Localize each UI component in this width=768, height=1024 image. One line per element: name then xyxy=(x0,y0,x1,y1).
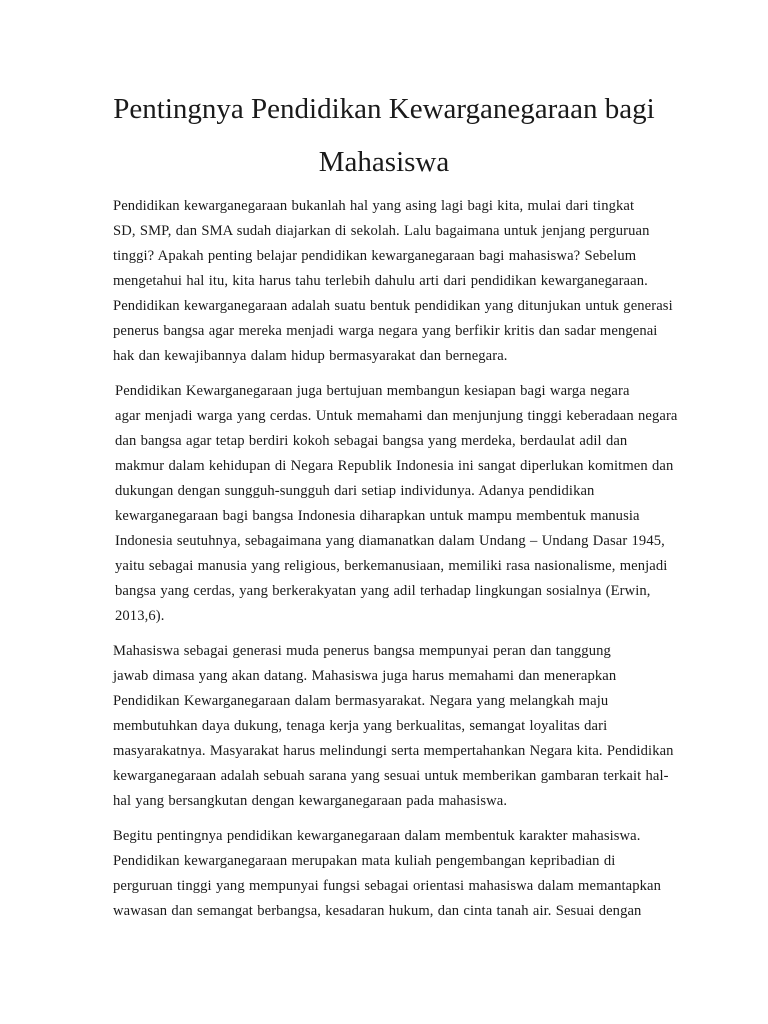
paragraph-line: jawab dimasa yang akan datang. Mahasiswa juga harus memahami dan menerapkan xyxy=(113,668,617,684)
paragraph-line: kewarganegaraan bagi bangsa Indonesia diharapkan untuk mampu membentuk manusia xyxy=(115,508,640,524)
paragraph-line: 2013,6). xyxy=(115,608,165,624)
paragraph-line: membutuhkan daya dukung, tenaga kerja yang berkualitas, semangat loyalitas dari xyxy=(113,718,608,734)
paragraph-line: mengetahui hal itu, kita harus tahu terlebih dahulu arti dari pendidikan kewarganegaraan. xyxy=(113,273,648,289)
paragraph-line: perguruan tinggi yang mempunyai fungsi sebagai orientasi mahasiswa dalam memantapkan xyxy=(113,878,661,894)
paragraph-line: tinggi? Apakah penting belajar pendidikan kewarganegaraan bagi mahasiswa? Sebelum xyxy=(113,248,637,264)
paragraph-line: dan bangsa agar tetap berdiri kokoh sebagai bangsa yang merdeka, berdaulat adil dan xyxy=(115,433,628,449)
paragraph-line: agar menjadi warga yang cerdas. Untuk memahami dan menjunjung tinggi keberadaan negara xyxy=(115,408,678,424)
paragraph-4 xyxy=(93,824,683,924)
paragraph-line: masyarakatnya. Masyarakat harus melindungi serta mempertahankan Negara kita. Pendidikan xyxy=(113,743,674,759)
paragraph-line: hak dan kewajibannya dalam hidup bermasyarakat dan bernegara. xyxy=(113,348,508,364)
paragraph-line: yaitu sebagai manusia yang religious, berkemanusiaan, memiliki rasa nasionalisme, menjadi xyxy=(115,558,668,574)
paragraph-line: wawasan dan semangat berbangsa, kesadaran hukum, dan cinta tanah air. Sesuai dengan xyxy=(113,903,642,919)
paragraph-line: Pendidikan Kewarganegaraan dalam bermasyarakat. Negara yang melangkah maju xyxy=(113,693,609,709)
paragraph-line: Begitu pentingnya pendidikan kewarganegaraan dalam membentuk karakter mahasiswa. xyxy=(113,828,641,844)
document-body xyxy=(93,194,683,934)
paragraph-line: Pendidikan kewarganegaraan bukanlah hal yang asing lagi bagi kita, mulai dari tingkat xyxy=(113,198,635,214)
paragraph-line: Pendidikan kewarganegaraan adalah suatu bentuk pendidikan yang ditunjukan untuk generasi xyxy=(113,298,673,314)
paragraph-2 xyxy=(93,379,683,629)
paragraph-line: kewarganegaraan adalah sebuah sarana yang sesuai untuk memberikan gambaran terkait hal- xyxy=(113,768,669,784)
paragraph-line: hal yang bersangkutan dengan kewarganegaraan pada mahasiswa. xyxy=(113,793,508,809)
paragraph-line: Pendidikan Kewarganegaraan juga bertujuan membangun kesiapan bagi warga negara xyxy=(115,383,630,399)
paragraph-line: SD, SMP, dan SMA sudah diajarkan di sekolah. Lalu bagaimana untuk jenjang perguruan xyxy=(113,223,650,239)
title-line-1: Pentingnya Pendidikan Kewarganegaraan bagi xyxy=(113,93,655,125)
paragraph-1 xyxy=(93,194,683,369)
paragraph-line: Mahasiswa sebagai generasi muda penerus bangsa mempunyai peran dan tanggung xyxy=(113,643,611,659)
paragraph-line: makmur dalam kehidupan di Negara Republik Indonesia ini sangat diperlukan komitmen dan xyxy=(115,458,674,474)
title-line-2: Mahasiswa xyxy=(318,146,450,178)
document-title xyxy=(70,83,698,189)
paragraph-3 xyxy=(93,639,683,814)
paragraph-line: bangsa yang cerdas, yang berkerakyatan yang adil terhadap lingkungan sosialnya (Erwin, xyxy=(115,583,651,599)
paragraph-line: Indonesia seutuhnya, sebagaimana yang diamanatkan dalam Undang – Undang Dasar 1945, xyxy=(115,533,665,549)
paragraph-line: dukungan dengan sungguh-sungguh dari setiap individunya. Adanya pendidikan xyxy=(115,483,595,499)
paragraph-line: penerus bangsa agar mereka menjadi warga negara yang berfikir kritis dan sadar mengenai xyxy=(113,323,658,339)
paragraph-line: Pendidikan kewarganegaraan merupakan mata kuliah pengembangan kepribadian di xyxy=(113,853,616,869)
